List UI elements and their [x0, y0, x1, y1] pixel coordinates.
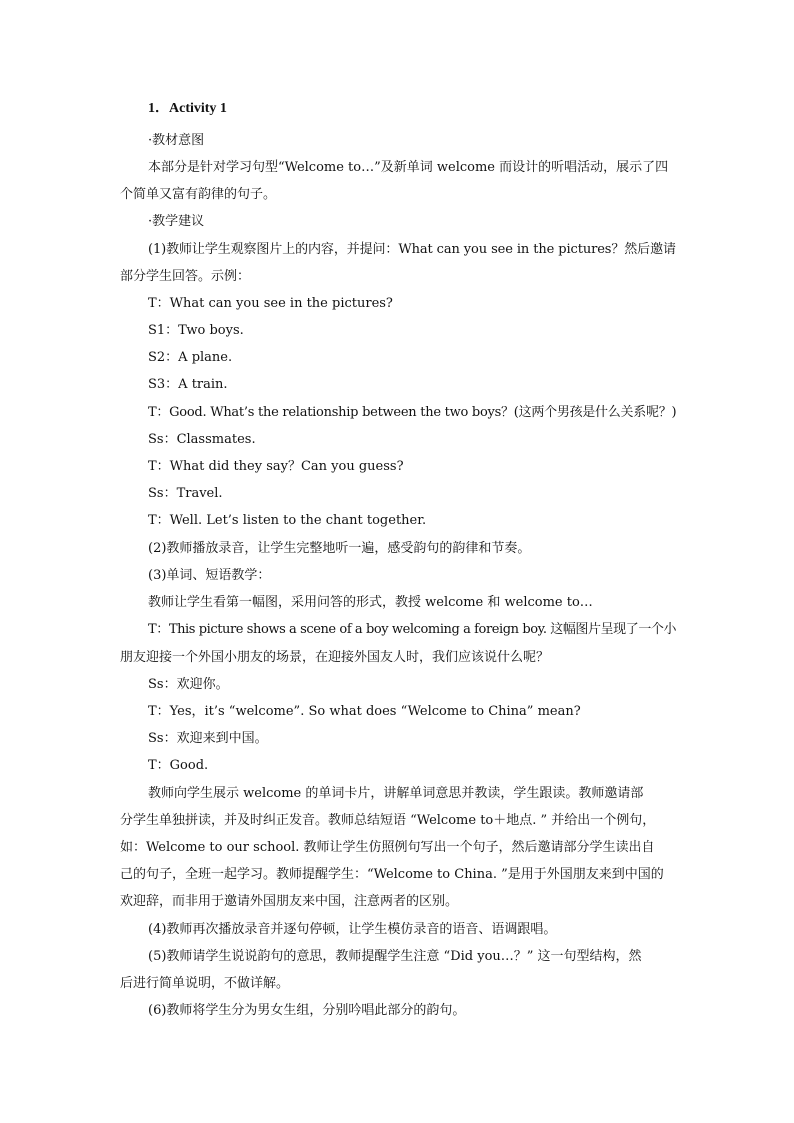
dialogue-line: T：Well. Let’s listen to the chant together. — [148, 513, 427, 528]
subheading-teaching-suggestions: ·教学建议 — [148, 214, 205, 229]
dialogue-line: T：This picture shows a scene of a boy welcoming a foreign boy. 这幅图片呈现了一个小 — [148, 622, 677, 637]
paragraph-line: 己的句子，全班一起学习。教师提醒学生：“Welcome to China. ”是用于外国朋友来到中国的 — [120, 867, 664, 882]
dialogue-line: Ss：欢迎你。 — [148, 677, 229, 692]
paragraph-line: (4)教师再次播放录音并逐句停顿，让学生模仿录音的语音、语调跟唱。 — [148, 922, 557, 937]
paragraph-line: (5)教师请学生说说韵句的意思，教师提醒学生注意 “Did you…？” 这一句型结构，然 — [148, 949, 642, 964]
dialogue-line: Ss：Travel. — [148, 486, 223, 501]
paragraph-line: 分学生单独拼读，并及时纠正发音。教师总结短语 “Welcome to＋地点. ” 并给出一个例句， — [120, 813, 656, 828]
paragraph-line: (1)教师让学生观察图片上的内容，并提问：What can you see in the pictures？然后邀请 — [148, 242, 676, 257]
paragraph-line: (2)教师播放录音，让学生完整地听一遍，感受韵句的韵律和节奏。 — [148, 541, 531, 556]
paragraph-line: 欢迎辞，而非用于邀请外国朋友来中国，注意两者的区别。 — [120, 894, 459, 909]
paragraph-line: 本部分是针对学习句型“Welcome to…”及新单词 welcome 而设计的听唱活动，展示了四 — [148, 160, 669, 175]
dialogue-line: Ss：欢迎来到中国。 — [148, 731, 268, 746]
section-heading: 1．Activity 1 — [148, 101, 227, 116]
dialogue-line: T：Yes，it’s “welcome”. So what does “Welcome to China” mean? — [148, 704, 581, 719]
paragraph-line: 教师向学生展示 welcome 的单词卡片，讲解单词意思并教读，学生跟读。教师邀请部 — [148, 786, 644, 801]
dialogue-line: S2：A plane. — [148, 350, 233, 365]
paragraph-line: (6)教师将学生分为男女生组，分别吟唱此部分的韵句。 — [148, 1003, 466, 1018]
dialogue-line: T：Good. — [148, 758, 209, 773]
paragraph-line: 朋友迎接一个外国小朋友的场景，在迎接外国友人时，我们应该说什么呢？ — [120, 650, 550, 665]
dialogue-line: S1：Two boys. — [148, 323, 244, 338]
paragraph-line: 部分学生回答。示例： — [120, 269, 251, 284]
paragraph-line: 个简单又富有韵律的句子。 — [120, 187, 277, 202]
dialogue-line: Ss：Classmates. — [148, 432, 256, 447]
dialogue-line: T：What can you see in the pictures? — [148, 296, 393, 311]
dialogue-line: T：What did they say？Can you guess? — [148, 459, 404, 474]
paragraph-line: 教师让学生看第一幅图，采用问答的形式，教授 welcome 和 welcome to… — [148, 595, 593, 610]
paragraph-line: 后进行简单说明，不做详解。 — [120, 976, 290, 991]
subheading-textbook-intent: ·教材意图 — [148, 133, 205, 148]
dialogue-line: T：Good. What’s the relationship between the two boys？(这两个男孩是什么关系呢？) — [148, 405, 677, 420]
dialogue-line: S3：A train. — [148, 377, 228, 392]
paragraph-line: 如：Welcome to our school. 教师让学生仿照例句写出一个句子，然后邀请部分学生读出自 — [120, 840, 655, 855]
paragraph-line: (3)单词、短语教学： — [148, 568, 271, 583]
